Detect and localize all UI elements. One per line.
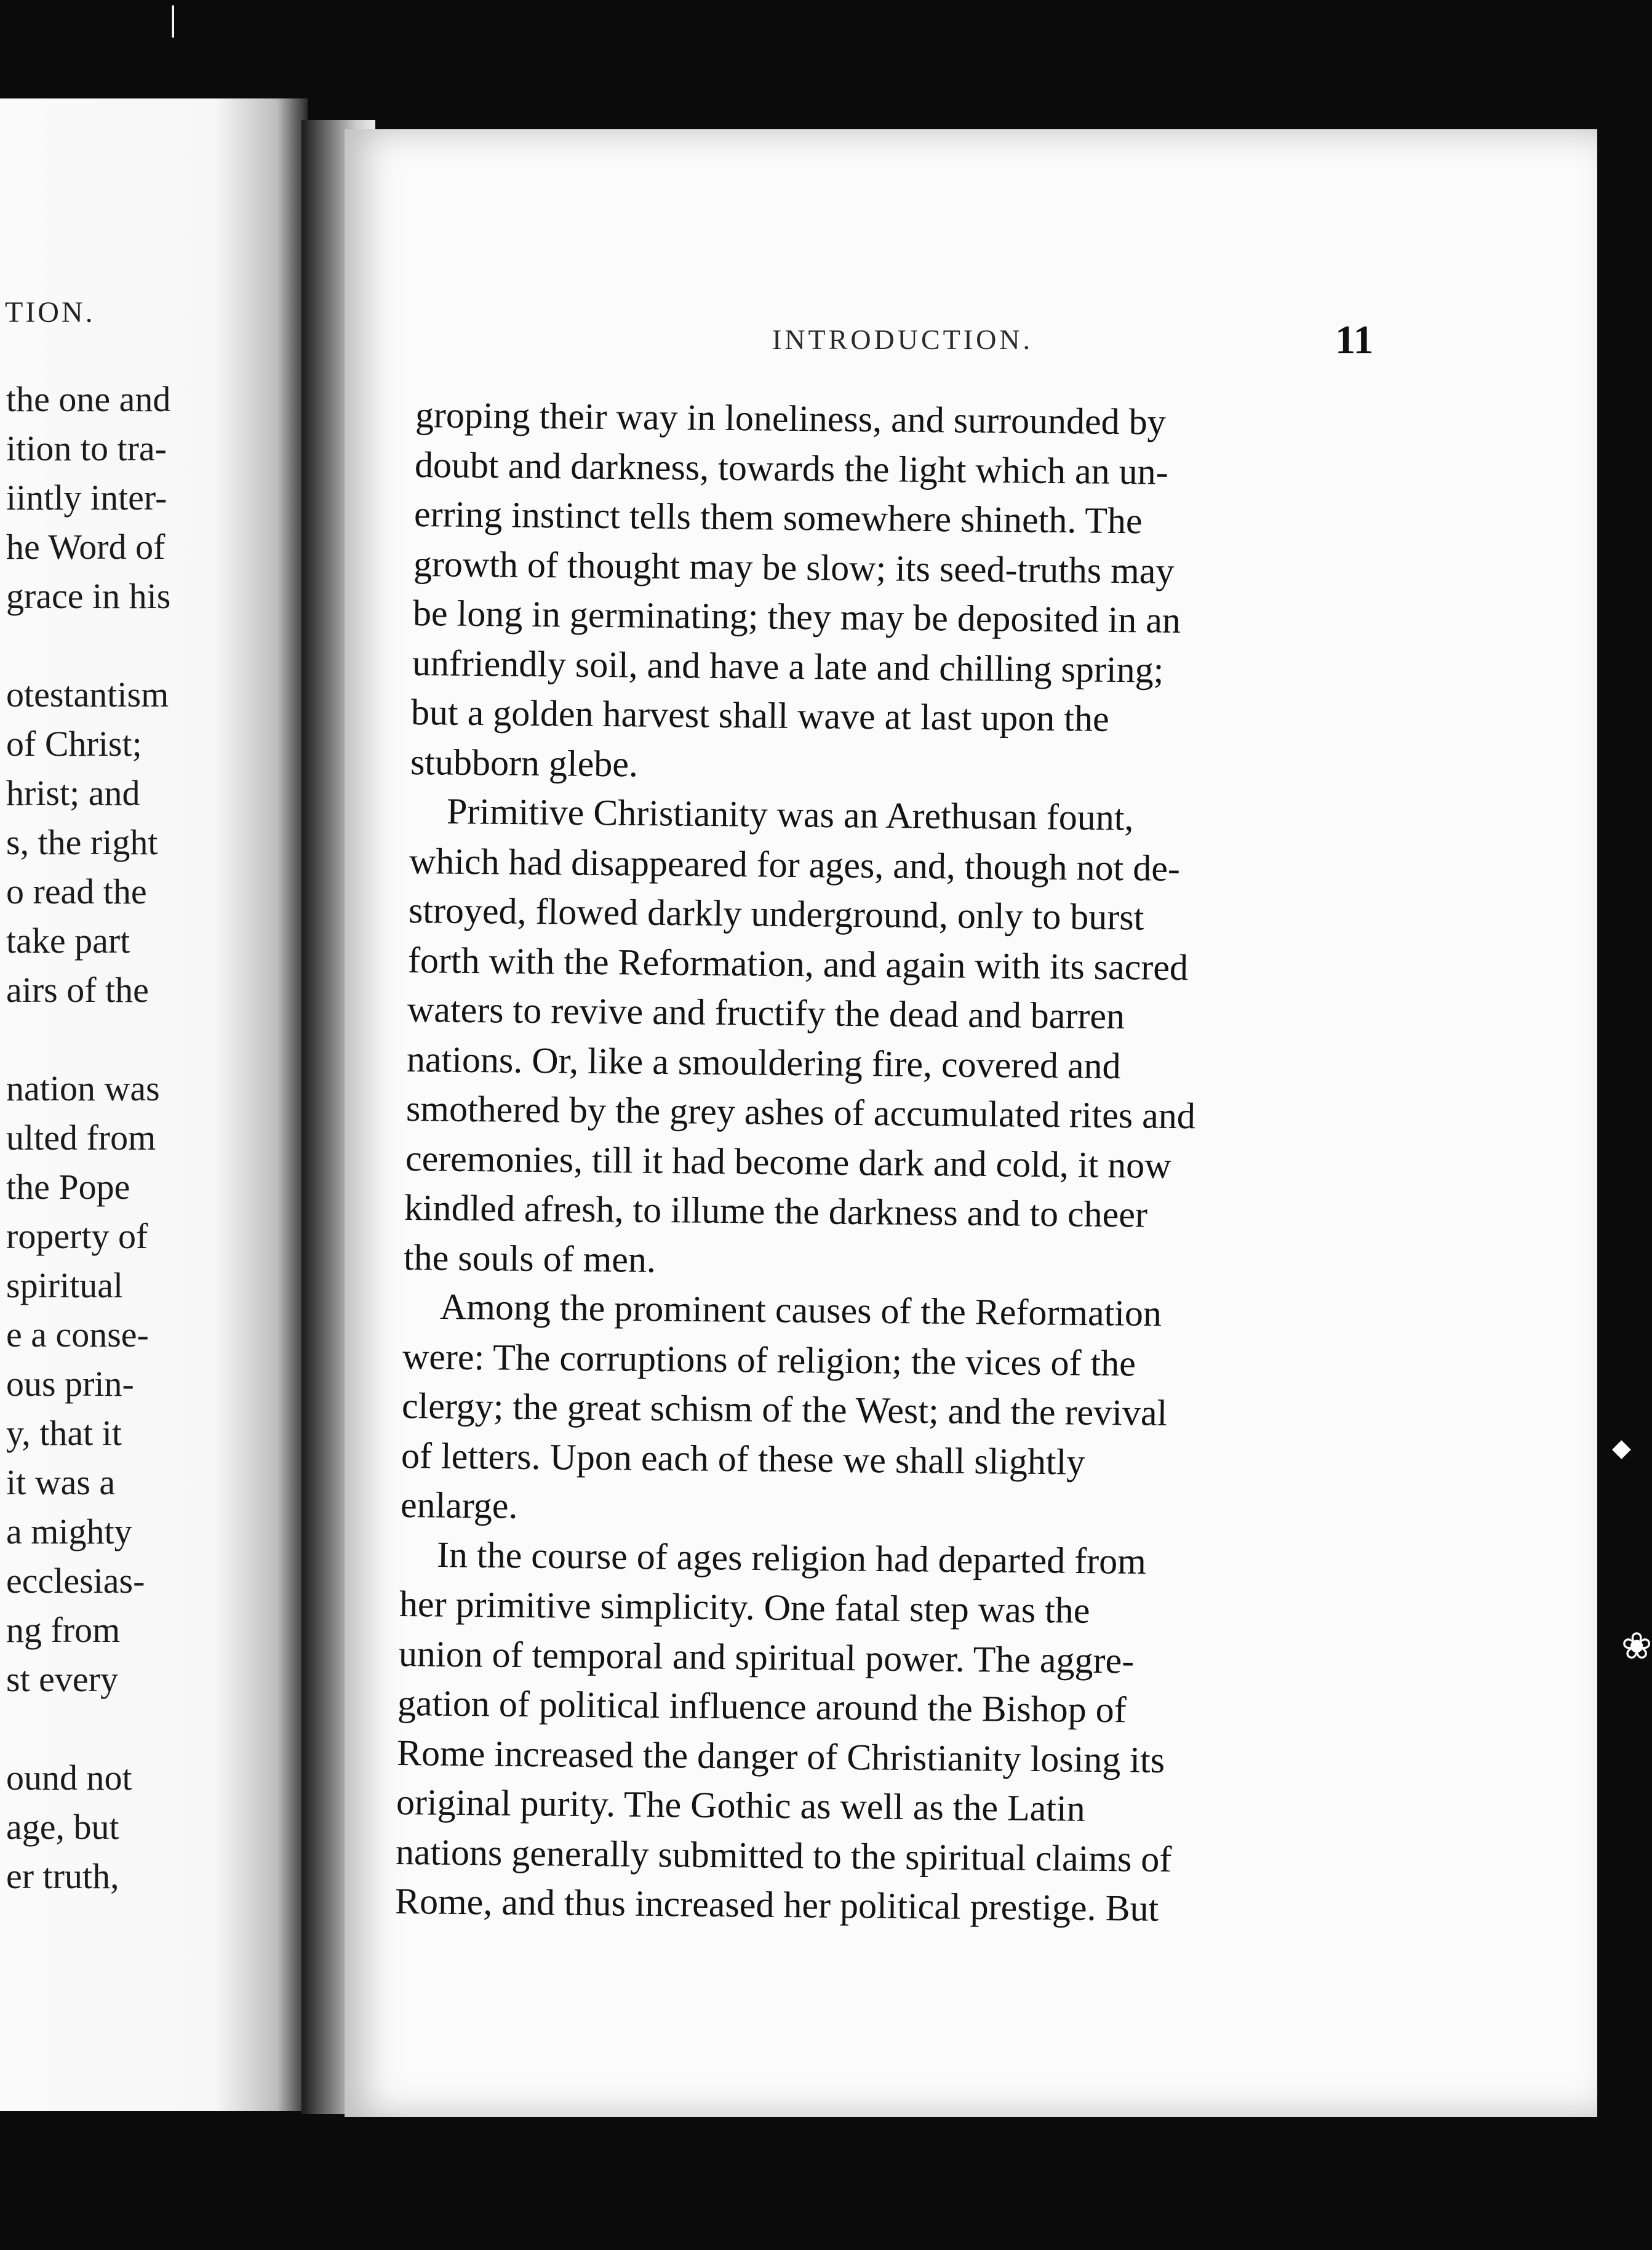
body-text-line: forth with the Reformation, and again with its sacred (407, 939, 1189, 988)
left-text-line: er truth, (6, 1856, 119, 1896)
left-text-line: it was a (6, 1462, 116, 1502)
body-text-line: union of temporal and spiritual power. The aggre- (398, 1633, 1135, 1681)
body-text-line: but a golden harvest shall wave at last upon the (411, 692, 1110, 739)
body-text-line: Rome, and thus increased her political prestige. But (394, 1881, 1159, 1929)
body-text-line: In the course of ages religion had departed from (436, 1534, 1146, 1582)
body-text-line: her primitive simplicity. One fatal step was the (399, 1583, 1090, 1631)
page-number: 11 (1335, 318, 1374, 362)
left-text-line: s, the right (6, 822, 158, 862)
left-text-line: y, that it (6, 1413, 122, 1453)
body-text-line: be long in germinating; they may be deposited in an (412, 593, 1181, 641)
left-text-line: nation was (6, 1068, 160, 1108)
body-text-line: unfriendly soil, and have a late and chilling spring; (412, 642, 1164, 691)
scan-speck-mark: ❀ (1621, 1625, 1652, 1668)
left-text-line: ecclesias- (6, 1561, 145, 1601)
body-text-line: clergy; the great schism of the West; and the revival (401, 1385, 1168, 1433)
left-text-line: e a conse- (6, 1315, 149, 1355)
left-text-line: the one and (6, 379, 171, 419)
body-text-line: kindled afresh, to illume the darkness and to cheer (404, 1187, 1148, 1235)
left-text-line: a mighty (6, 1511, 132, 1551)
left-text-line: otestantism (6, 675, 169, 715)
left-page (0, 98, 308, 2111)
left-text-line: ition to tra- (6, 428, 167, 468)
body-text-line: smothered by the grey ashes of accumulated rites and (405, 1088, 1195, 1137)
left-text-line: ous prin- (6, 1364, 134, 1404)
left-text-line: take part (6, 921, 130, 961)
left-text-line: iintly inter- (6, 478, 167, 518)
left-text-line: airs of the (6, 970, 149, 1010)
body-text-line: groping their way in loneliness, and surrounded by (415, 394, 1167, 442)
left-text-line: grace in his (6, 576, 171, 616)
left-text-line: o read the (6, 871, 147, 911)
body-text-line: gation of political influence around the Bishop of (397, 1683, 1127, 1731)
body-text-line: erring instinct tells them somewhere shineth. The (413, 494, 1143, 542)
left-text-line: ound not (6, 1758, 132, 1798)
body-text-line: stubborn glebe. (410, 741, 639, 785)
left-text-line: of Christ; (6, 724, 142, 764)
left-text-line: age, but (6, 1807, 119, 1847)
left-text-line: the Pope (6, 1167, 130, 1207)
body-text-line: nations generally submitted to the spiritual claims of (395, 1831, 1172, 1880)
left-text-line: he Word of (6, 527, 166, 567)
body-text-line: the souls of men. (403, 1236, 656, 1280)
body-text-line: doubt and darkness, towards the light which an un- (414, 444, 1168, 492)
body-text-line: Rome increased the danger of Christianity losing its (396, 1732, 1165, 1780)
left-text-line: hrist; and (6, 773, 140, 813)
body-text-line: were: The corruptions of religion; the vices of the (402, 1335, 1136, 1383)
left-text-line: roperty of (6, 1216, 148, 1256)
body-text-line: stroyed, flowed darkly underground, only to burst (408, 890, 1144, 938)
body-text-line: growth of thought may be slow; its seed-truths may (413, 543, 1175, 591)
body-text-line: waters to revive and fructify the dead and barren (407, 989, 1125, 1037)
body-text-line: ceremonies, till it had become dark and cold, it now (405, 1137, 1171, 1186)
scan-speck-mark: │ (165, 6, 182, 38)
left-text-line: spiritual (6, 1265, 124, 1305)
body-text-line: of letters. Upon each of these we shall slightly (401, 1435, 1085, 1483)
body-text-line: original purity. The Gothic as well as the Latin (396, 1782, 1086, 1829)
body-text-line: Among the prominent causes of the Reformation (439, 1286, 1162, 1334)
scan-speck-mark: ◆ (1612, 1434, 1631, 1462)
running-head: INTRODUCTION. (772, 324, 1034, 355)
body-text-line: enlarge. (400, 1484, 518, 1526)
body-text-line: Primitive Christianity was an Arethusan fount, (446, 791, 1135, 838)
left-text-line: st every (6, 1659, 118, 1699)
left-text-line: ng from (6, 1610, 121, 1650)
body-text-line: which had disappeared for ages, and, though not de- (409, 840, 1181, 889)
left-running-head: TION. (5, 296, 95, 329)
left-text-line: ulted from (6, 1118, 156, 1158)
body-text-line: nations. Or, like a smouldering fire, covered and (406, 1038, 1121, 1086)
